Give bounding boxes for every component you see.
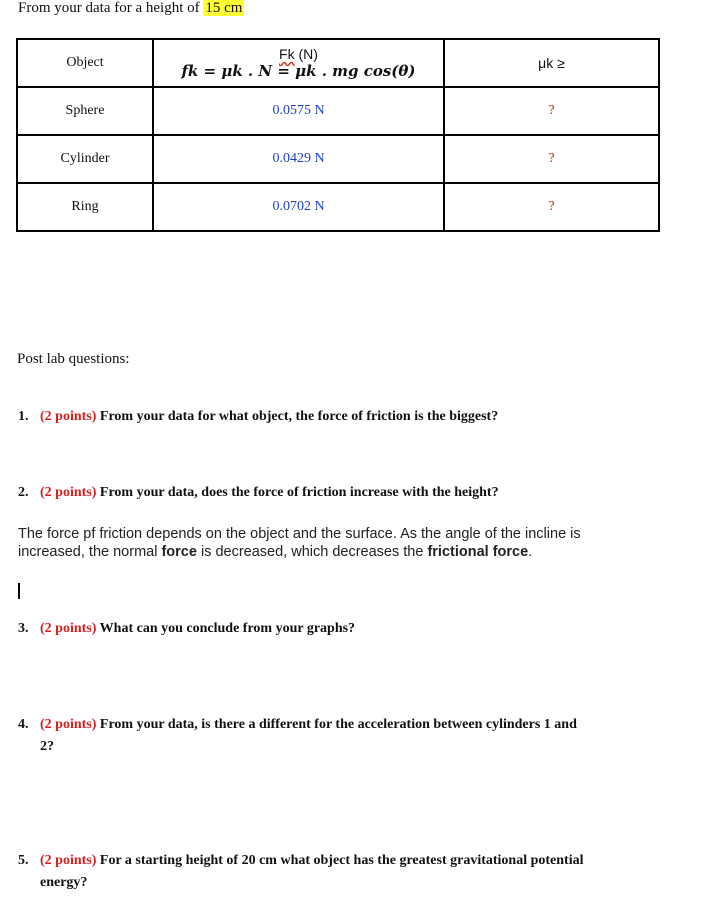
row-object: Ring (17, 183, 153, 231)
force-unit: (N) (294, 46, 318, 62)
row-mu: ? (444, 183, 659, 231)
friction-table (16, 38, 660, 232)
question-2: 2. (2 points) From your data, does the force of friction increase with the height? (18, 485, 499, 500)
row-object: Cylinder (17, 135, 153, 183)
row-force: 0.0575 N (153, 87, 444, 135)
force-symbol: Fk (279, 46, 295, 62)
friction-formula: fk = μk . N = μk . mg cos(θ) (181, 62, 416, 80)
table-row (17, 183, 659, 231)
header-object: Object (17, 39, 153, 87)
row-object: Sphere (17, 87, 153, 135)
post-lab-title: Post lab questions: (17, 351, 130, 367)
table-row (17, 87, 659, 135)
row-mu: ? (444, 135, 659, 183)
row-force: 0.0702 N (153, 183, 444, 231)
question-4: 4. (2 points) From your data, is there a different for the acceleration between cylinders 1 and 2? (18, 717, 577, 754)
row-force: 0.0429 N (153, 135, 444, 183)
table-row (17, 135, 659, 183)
table-header-row (17, 39, 659, 87)
question-1: 1. (2 points) From your data for what object, the force of friction is the biggest? (18, 409, 499, 424)
question-5: 5. (2 points) For a starting height of 20 cm what object has the greatest gravitational potential energy? (18, 853, 584, 890)
row-mu: ? (444, 87, 659, 135)
intro-text: From your data for a height of (18, 0, 204, 16)
text-cursor (18, 583, 20, 599)
answer-text[interactable]: The force pf friction depends on the object and the surface. As the angle of the incline is increased, the normal force is decreased, which decreases the frictional force. (18, 526, 581, 560)
header-force (153, 39, 444, 87)
header-mu: μk ≥ (444, 39, 659, 87)
question-3: 3. (2 points) What can you conclude from your graphs? (18, 621, 356, 636)
intro-line (18, 0, 244, 17)
height-highlight: 15 cm (205, 0, 243, 16)
